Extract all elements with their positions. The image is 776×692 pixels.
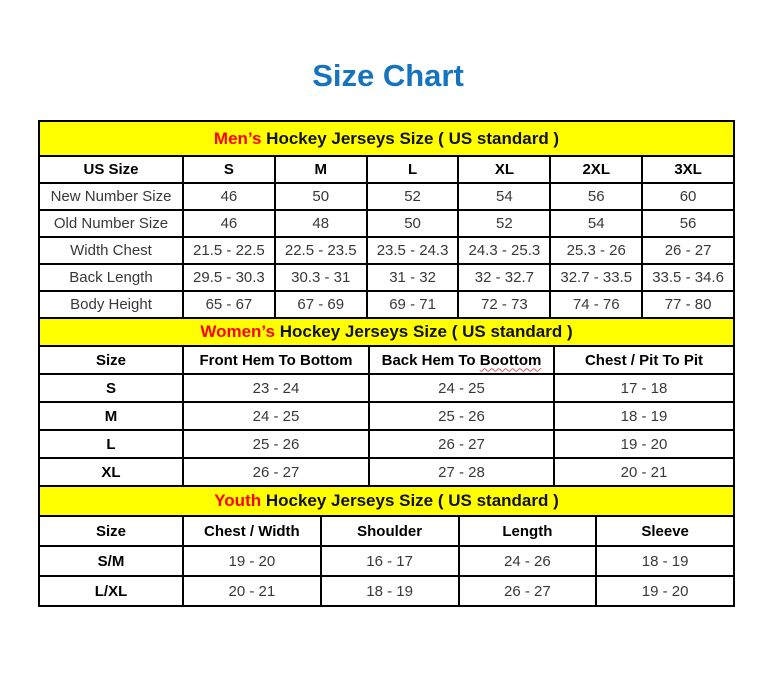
data-cell: 18 - 19	[596, 546, 734, 576]
column-header-text: Back Hem To	[381, 351, 480, 369]
data-cell: 18 - 19	[554, 402, 734, 430]
column-header: L	[367, 156, 459, 183]
row-label: S	[39, 374, 183, 402]
data-cell: 50	[275, 183, 367, 210]
data-cell: 18 - 19	[321, 576, 459, 606]
data-cell: 46	[183, 210, 275, 237]
table-row	[39, 264, 734, 291]
row-label: New Number Size	[39, 183, 183, 210]
youth-section-title	[39, 486, 734, 516]
data-cell: 60	[642, 183, 734, 210]
data-cell: 52	[367, 183, 459, 210]
data-cell: 33.5 - 34.6	[642, 264, 734, 291]
data-cell: 52	[458, 210, 550, 237]
data-cell: 24 - 25	[183, 402, 369, 430]
row-label: XL	[39, 458, 183, 486]
row-label: Back Length	[39, 264, 183, 291]
column-header: XL	[458, 156, 550, 183]
table-row	[39, 183, 734, 210]
data-cell: 27 - 28	[369, 458, 554, 486]
data-cell: 23.5 - 24.3	[367, 237, 459, 264]
row-label: S/M	[39, 546, 183, 576]
data-cell: 46	[183, 183, 275, 210]
mens-section-title-rest: Hockey Jerseys Size ( US standard )	[261, 128, 560, 148]
data-cell: 25 - 26	[183, 430, 369, 458]
data-cell: 26 - 27	[183, 458, 369, 486]
table-row	[39, 210, 734, 237]
data-cell: 48	[275, 210, 367, 237]
data-cell: 54	[550, 210, 642, 237]
table-row	[39, 430, 734, 458]
data-cell: 24 - 26	[459, 546, 597, 576]
data-cell: 19 - 20	[183, 546, 321, 576]
youth-columns-row	[39, 516, 734, 546]
row-label: Body Height	[39, 291, 183, 318]
data-cell: 26 - 27	[369, 430, 554, 458]
data-cell: 32.7 - 33.5	[550, 264, 642, 291]
data-cell: 20 - 21	[183, 576, 321, 606]
table-row	[39, 291, 734, 318]
data-cell: 19 - 20	[554, 430, 734, 458]
mens-section-title	[39, 121, 734, 156]
column-header: US Size	[39, 156, 183, 183]
data-cell: 24.3 - 25.3	[458, 237, 550, 264]
column-header: S	[183, 156, 275, 183]
mens-size-table	[38, 120, 735, 319]
data-cell: 19 - 20	[596, 576, 734, 606]
row-label: L	[39, 430, 183, 458]
youth-section-title-row	[39, 486, 734, 516]
data-cell: 24 - 25	[369, 374, 554, 402]
column-header: 3XL	[642, 156, 734, 183]
womens-size-table	[38, 317, 735, 487]
data-cell: 65 - 67	[183, 291, 275, 318]
column-header: M	[275, 156, 367, 183]
column-header: 2XL	[550, 156, 642, 183]
column-header: Chest / Pit To Pit	[554, 346, 734, 374]
column-header	[369, 346, 554, 374]
mens-columns-row	[39, 156, 734, 183]
youth-table-body	[39, 546, 734, 606]
data-cell: 25 - 26	[369, 402, 554, 430]
row-label: Old Number Size	[39, 210, 183, 237]
womens-columns-row	[39, 346, 734, 374]
column-header: Size	[39, 516, 183, 546]
data-cell: 26 - 27	[642, 237, 734, 264]
row-label: M	[39, 402, 183, 430]
column-header: Chest / Width	[183, 516, 321, 546]
data-cell: 54	[458, 183, 550, 210]
youth-section-title-highlight: Youth	[214, 491, 262, 510]
data-cell: 69 - 71	[367, 291, 459, 318]
data-cell: 20 - 21	[554, 458, 734, 486]
misspelled-word: Boottom	[479, 351, 542, 369]
data-cell: 56	[550, 183, 642, 210]
womens-section-title-rest: Hockey Jerseys Size ( US standard )	[274, 322, 573, 341]
column-header: Front Hem To Bottom	[183, 346, 369, 374]
mens-section-title-highlight: Men’s	[213, 128, 262, 148]
youth-section-title-rest: Hockey Jerseys Size ( US standard )	[261, 491, 559, 510]
data-cell: 31 - 32	[367, 264, 459, 291]
data-cell: 30.3 - 31	[275, 264, 367, 291]
data-cell: 50	[367, 210, 459, 237]
table-row	[39, 546, 734, 576]
mens-section-title-row	[39, 121, 734, 156]
data-cell: 23 - 24	[183, 374, 369, 402]
row-label: Width Chest	[39, 237, 183, 264]
column-header: Size	[39, 346, 183, 374]
data-cell: 21.5 - 22.5	[183, 237, 275, 264]
column-header: Shoulder	[321, 516, 459, 546]
data-cell: 72 - 73	[458, 291, 550, 318]
table-row	[39, 402, 734, 430]
mens-table-body	[39, 183, 734, 318]
womens-table-body	[39, 374, 734, 486]
data-cell: 16 - 17	[321, 546, 459, 576]
data-cell: 77 - 80	[642, 291, 734, 318]
data-cell: 32 - 32.7	[458, 264, 550, 291]
table-row	[39, 458, 734, 486]
youth-size-table	[38, 485, 735, 607]
data-cell: 67 - 69	[275, 291, 367, 318]
row-label: L/XL	[39, 576, 183, 606]
size-chart	[38, 120, 735, 607]
page-title: Size Chart	[312, 58, 464, 93]
table-row	[39, 237, 734, 264]
womens-section-title-row	[39, 318, 734, 346]
womens-section-title	[39, 318, 734, 346]
data-cell: 25.3 - 26	[550, 237, 642, 264]
data-cell: 74 - 76	[550, 291, 642, 318]
womens-section-title-highlight: Women’s	[200, 322, 275, 341]
column-header: Length	[459, 516, 597, 546]
data-cell: 56	[642, 210, 734, 237]
data-cell: 26 - 27	[459, 576, 597, 606]
table-row	[39, 374, 734, 402]
data-cell: 29.5 - 30.3	[183, 264, 275, 291]
data-cell: 17 - 18	[554, 374, 734, 402]
table-row	[39, 576, 734, 606]
data-cell: 22.5 - 23.5	[275, 237, 367, 264]
column-header: Sleeve	[596, 516, 734, 546]
